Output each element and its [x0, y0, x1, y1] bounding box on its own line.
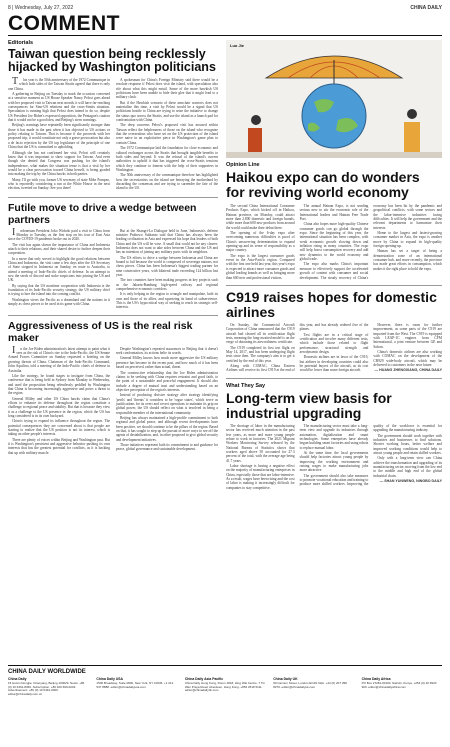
office-title: China Daily USA: [96, 677, 123, 681]
paragraph: This year is the 50th anniversary of the 1972 Communique in which both sides of the Taiwan Straits agreed that there is only one China.: [8, 76, 110, 91]
aggressiveness-body: [8, 344, 218, 455]
paragraph: A gathering in Beijing on Tuesday to mark the occasion convened at a sensitive moment as US House Speaker Nancy Pelosi goes ahead with her proposed visit to Taiwan next month, it will have far-reaching consequences for Sino-US relations and the cross-Straits situation. Speculation is running high that Pelosi does intend to do so, despite US President Joe Biden's expressed opposition, the Pentagon's caution that it would not be a good idea, and Beijing's stern warnings.: [8, 92, 110, 123]
futile-body: [8, 226, 218, 310]
paragraph: Like the strategy, he found stages to instigate from China, the conference that is being held in Sydney from Monday to Wednesday, and used the proposition being relentlessly peddled by Washington that China is becoming increasingly aggressive and poses a threat to the region.: [8, 373, 110, 396]
paragraph: The government should also take measures to promote vocational education and training to produce more skilled workers. Improving the quality of the workforce is essential for upgrading the manufacturing industry.: [299, 423, 442, 487]
paragraph: In a move that only served to highlight the good relations between China and Indonesia, the visit came a few days after the US Secretary of State stopped in Indonesia on Sunday, en route to Australia, to attend a meeting of Indo-Pacific chiefs of defense. In an attempt to sow the seeds of discord and stoke suspicions into joining the US and UK.: [8, 256, 110, 283]
paragraph: The expo also marks China's important measure to effectively support the accelerated growth of content with consumer and social development. The steady recovery of China's economy has been hit by the pandemic and geopolitical conflicts, with some sectors and the labor-intensive industries facing difficulties. It will help the government and the relevant departments to harmonize their interests.: [299, 204, 442, 280]
paragraph: However, there is room for further improvement, as some parts of the C919 are imported from the West. The C919 is equipped with LEAP-1C engines from CFM International, a joint venture between GE and Safran.: [373, 322, 442, 349]
office-title: China Daily UK: [273, 677, 298, 681]
office-title: China Daily: [8, 677, 27, 681]
paragraph: Indonesian President Joko Widodo paid a visit to China from Monday to Tuesday, as the first stop on his tour of East Asia since the COVID-19 pandemic broke out in 2020.: [8, 226, 110, 242]
right-column: [226, 40, 442, 700]
paragraph: Although she has not confirmed her visit, Pelosi will certainly know that it was important to show support for Taiwan. And even though she denied that Congress was pushing for the island's independence, what makes the situation tense is that a visit by her would be a clear provocation toward China herself, is being goaded into making the trip by the China hawks in both parties.: [8, 150, 110, 177]
whatsay-body: [226, 424, 442, 490]
paragraph: The visit has again shown the importance of China and Indonesia attach to their relations, and their shared desire to further deepen their cooperation.: [8, 242, 110, 256]
paragraph: The expo is the largest consumer goods event in the Asia-Pacific region. Compared with the first one held last year, this year's expo is expected to attract more consumer goods and global leading brands as well as bringing more than 600 new and professional visitors.: [226, 253, 295, 280]
paragraph: Beijing's warnings have repeatedly been significantly stronger than those it has made in the past when it has objected to US actions or policy relating to Taiwan. That is because if she proceeds with her proposed trip, it would constitute not only a grave provocation but also a de facto rejection by the US top legislature of the principle of one China that the US is committed to upholding.: [8, 123, 111, 150]
futile-headline: Futile move to drive a wedge between partners: [8, 201, 197, 226]
opinion-headline: Haikou expo can do wonders for reviving world economy: [226, 169, 420, 200]
paragraph: There are plenty of voices within Beijing and Washington past. But it is Washington's persistent and aggressive behavior pushing its own interests that has the greatest potential for conflicts, as it is backing that up with military muscle.: [8, 437, 110, 455]
paragraph: China's domestic airlines are also working with COMAC on the development of the CR929 wide-body aircraft, which may be delivered to customers in the near future.: [373, 349, 442, 367]
paragraph: The annual Hainan Expo, is not sending serious new to stir the economic role of the International leaders and Hainan Free Trade Port.: [299, 204, 369, 222]
editorial-body: [8, 78, 218, 192]
paragraph: The US efforts to drive a wedge between Indonesia and China are bound to fail because the world is composed of sovereign nations, not chess pieces. China has been Indonesia's biggest trading partner for nine consecutive years, with bilateral trade exceeding 124 billion last year.: [116, 255, 218, 278]
paragraph: China's trying to expand its influence throughout the region. The potential consequences they are concerned about is that people are starting to realize that the US position is not its interest, which is taking on other people's interests.: [8, 419, 110, 437]
paragraph: The 1972 Communique laid the foundation for close economic and cultural exchanges across the Straits that brought tangible benefits to both sides and beyond. It was the refusal of the island's current authorities to uphold it that has triggered the cross-Straits tensions which they continue to foment with the help of their supporters in Washington.: [116, 146, 218, 172]
paragraph: The opening of the 6-day expo after overcoming numerous difficulties is proof of China's unswerving determination to expand opening-up and its sense of responsibility as a major country.: [226, 231, 295, 253]
c919-byline: — HUANG ZHENGXIANG, CHINA DAILY: [374, 368, 442, 373]
office-details: 90 Cannon Street, London EC4N 6HA. +44 (0) 207 398 8270. editor@chinadailyuk.com: [273, 680, 347, 689]
globe-umbrella-illustration: [226, 40, 442, 158]
paragraph: By saying that the US maritime cooperation with Indonesia is the foundation of its Indo-Pacific security strategy, the US military chief is trying to lure the island into the coming conflict.: [8, 283, 110, 297]
paragraph: The deep concerns Pelosi's proposed visit has aroused within Taiwan reflect the helplessness of those on the island who recognize that the overzealous who have set on the US protection of the island were naive in an exploitative piece in Washington's game plan to contain China.: [116, 123, 218, 145]
divider: [226, 285, 442, 286]
aggressiveness-headline: Aggressiveness of US is the real risk maker: [8, 319, 193, 344]
paragraph: The 50th anniversary of the communique therefore has highlighted how the secessionists on the island are betraying the motherland by discarding the consensus and are trying to surrender the fate of the island to the US.: [116, 173, 218, 191]
editorials-label: Editorials: [8, 40, 34, 46]
paragraph: Washington views the Pacific as a dreamland and the nations in it simply as chess pieces to be used in its game with China.: [8, 297, 110, 307]
section-title: COMMENT: [8, 12, 120, 35]
whatsay-headline: Long-term view basis for industrial upgrading: [226, 389, 392, 421]
paragraph: Test flights are in a critical stage of certification and involve many different tests, which include those related to flight performance, structural strength and aerodynamic design.: [299, 332, 369, 354]
opinion-label: Opinion Line: [226, 162, 260, 168]
footer-office: [96, 678, 176, 697]
section-masthead: [8, 12, 442, 36]
footer-office: [8, 678, 88, 697]
whatsay-byline: — SHAN YUNWENG, NINGBO DAILY: [379, 479, 442, 484]
footer-office: [362, 678, 442, 697]
paragraph: General Milley knows how much more aggressive the US military presence has become in the recent past, and how much of it has been based on perceived, rather than actual, threat.: [116, 356, 218, 370]
opinion-body: [226, 204, 442, 280]
c919-headline: C919 raises hopes for domestic airlines: [226, 288, 437, 320]
paragraph: The constructive relationship that the Joe Biden administration claims to be seeking with China requires restraint and good faith, to the point of a sustainable and peaceful engagement. It should also include a degree of mutual trust and understanding based on an objective perception of the region's interests.: [116, 370, 218, 392]
paragraph: The second China International Consumer Products Expo, which kicked off in Haikou, Hainan province, on Monday, could attract more than 2,800 domestic and foreign brands, while more than 600 new products from around the world could make their debut there.: [226, 204, 295, 230]
paragraph: Despite Washington's repeated assurances to Beijing that it doesn't seek confrontation, its actions belie its words.: [116, 346, 218, 356]
paragraph: Instead of producing divisive strategy after strategy identifying 'perils' and 'threats' it considers to be 'rogue states', which serve as justifications for its overt and covert operations to maintain its grip on global power, the US should reflect on what is involved in being a responsible member of the international community.: [116, 393, 218, 415]
paper-name: CHINA DAILY: [410, 5, 442, 11]
paragraph: Domestic airlines are in favor of the C919, but airlines in developing countries could also be potential buyers of the aircraft, as its cost would be lower than some foreign aircraft.: [299, 355, 369, 373]
left-column: [8, 40, 218, 660]
paragraph: Those initiatives represent both its commitment to and guidance for peace, global governance and sustainable development.: [116, 443, 218, 452]
china-daily-worldwide-footer: [8, 665, 442, 740]
page-date: 8 | Wednesday, July 27, 2022: [8, 5, 74, 11]
paragraph: At the same time, the local governments should help factories attract young people by improving the working environment and raising wages to make manufacturing jobs more attractive.: [299, 451, 369, 473]
paragraph: Only with a long-term view can China achieve the transformation and upgrading of its manufacturing sector, moving from the low end to the middle and high end of the global industrial chain.: [373, 456, 442, 478]
paragraph: But if the Hawkish scenario of these armchair warriors does not materialize this time, a visit by Pelosi would be a signal that US politicians hostile to China are trying to seize the initiative to change the status quo across the Straits, and use the island as a launch pad for confrontation with China.: [116, 100, 218, 123]
footer-office: [273, 678, 353, 697]
office-details: 15 Huixin Dongjie, Chaoyang, Beijing 100029. News: +86 (0) 10 6491-8366. Subscription: +86 400 699-0203. Advertisement: +86 (0) 10 6491-0000. editor@chinadaily.com.cn: [8, 680, 85, 697]
paragraph: It is only helping in the region to wrangle and manipulate, both its own and those of its allies, and squeezing its band of subservience. This is the US's hypocritical way of seeking to reach its strategic self-interests.: [116, 292, 218, 310]
paragraph: But at the Shangri-La Dialogue held in June, Indonesia's defense minister Prabowo Subianto said that China has always been the leading civilization in Asia and expressed his hope that leaders of both China and the US will be wise. A small that could not be any clearer: Indonesia does not want to take sides between China and the US and has no intention of joining any military pacts with its neighbors.: [116, 228, 218, 255]
whatsay-label: What They Say: [226, 382, 266, 389]
paragraph: Beijing has always maintained a high-profile commitment to both regional and global peace, and although recent developments have been positive, we should continue to be the pillars of the region. Based on that, it has sought to step up the pursuit of more ways to see off the agents of destabilization, and, in other proposed to give global security and development initiatives.: [116, 415, 218, 442]
footer-brand: CHINA DAILY WORLDWIDE: [8, 669, 86, 675]
paragraph: A spokesman for China's Foreign Ministry said there would be a resolute response if Pelosi does visit the island, with speculation also rife about what this might entail. Some of the more hawkish US politicians have been unable to hide their glee that it might lead to a military clash.: [116, 78, 218, 100]
divider: [8, 197, 218, 198]
paragraph: The shortage of labor in the manufacturing sector has received much attention in the past few years, as more and more young people refuse to work in factories. The 2021 Migrant Workers Monitoring Survey released by the National Bureau of Statistics shows that workers aged above 50 accounted for 27.3 percent of the total, with the average age being 41.7 years.: [226, 423, 295, 463]
editorial-illustration: [226, 40, 442, 158]
paragraph: General Milley and other US China hawks claim that China's efforts to enhance its defense throughout the region constitute a challenge to regional peace and stability. But that is because they view it as a challenge to the US presence in the region, which the US has long considered is in its own backyard.: [8, 396, 110, 418]
c919-body: [226, 323, 442, 373]
divider: [226, 378, 442, 379]
editorial-headline: Taiwan question being recklessly hijacked by Washington politicians: [8, 47, 216, 74]
paragraph: The government should work together with industries and businesses to find solutions. Shorter working hours, better welfare and improved working conditions would help to attract young people and retain skilled workers.: [373, 433, 442, 456]
divider: [8, 315, 218, 316]
paragraph: The C919 completed its first test flight on May 14, 2017, and has been undergoing flight tests since then. The company's aim is to get it certified by the end of this year.: [226, 345, 295, 363]
footer-offices: [8, 678, 442, 697]
office-title: China Daily Africa: [361, 677, 391, 681]
paragraph: The two countries have been making progress in key projects such as the Jakarta-Bandung high-speed railway and regional comprehensive economic corridors.: [116, 278, 218, 292]
paragraph: On Sunday, the Commercial Aircraft Corporation of China announced that the C919 aircraft had cleared all its certification flight tests, meaning the long-awaited model is on the verge of obtaining its airworthiness certificate.: [226, 322, 295, 345]
paragraph: In the Joe Biden administration's latest attempt to paint what it sees as the risk of China's rise to the Indo-Pacific, the US Senate Armed Forces Committee on Sunday requested a briefing on the growing threats of China. Chairman of the Indo-Pacific Command, John Aquilino, told a meeting of the Indo-Pacific chiefs of defense in Australia.: [8, 344, 110, 373]
paragraph: Hainan has set a target of being a demonstration zone of an international consumer hub, and more recently, the province has made great efforts in consumption, which makes it the right place to hold the expo.: [373, 249, 442, 271]
footer-office: [185, 678, 265, 697]
office-details: PO Box 27281-00100, Nairobi, Kenya. +254 (0) 20 6920 900. editor@chinadailyafrica.com: [361, 680, 437, 689]
paragraph: Labor shortage is having a negative effect on the majority of manufacturing enterprises in China, especially those that are labor-intensive. As a result, wages have been rising and the cost of labor is making it increasingly difficult for companies to stay competitive.: [226, 464, 295, 490]
paragraph: China also hopes more high-quality Chinese consumer goods can go global through the expo. Since the beginning of this year, the international situation has been complex, with weak economic growth slowing down and inflation rising in many countries. The expo will help boost consumption recovery and add new dynamics to the world economy and global trade.: [299, 222, 369, 262]
paragraph: Home to the largest and fastest-growing consumer market in Asia, the expo is another move by China to expand its high-quality foreign opening-up.: [373, 231, 442, 249]
office-details: China Daily Hong Kong, Room 1818, Hing Wai Centre, 7 Tin Wan Praya Road, Aberdeen, Hong Kong. +852 2518 5111. editor@chinadailyhk.com: [184, 680, 265, 693]
paragraph: The manufacturing sector must take a long-term view and upgrade its industries through automation, digitalization and smart technologies. Some enterprises have already begun building smart factories and using robots to replace manual labor.: [299, 423, 369, 450]
illustration-credit: Luo Jie: [230, 43, 245, 48]
paragraph: Along with COMAC, China Eastern Airlines will receive its first C919 at the end of this year, and has already ordered five of the planes.: [226, 322, 369, 373]
paragraph: Many, I'll go with you, former US secretary of state Mike Pompeo, who is reportedly considering a run at the White House in the next election, tweeted on Sunday: See you there!: [8, 177, 110, 191]
office-title: China Daily Asia Pacific: [184, 677, 224, 681]
office-details: 1500 Broadway, Suite 2800, New York, NY 10036. +1 212 537 8888. editor@chinadailyusa.com: [96, 680, 174, 689]
